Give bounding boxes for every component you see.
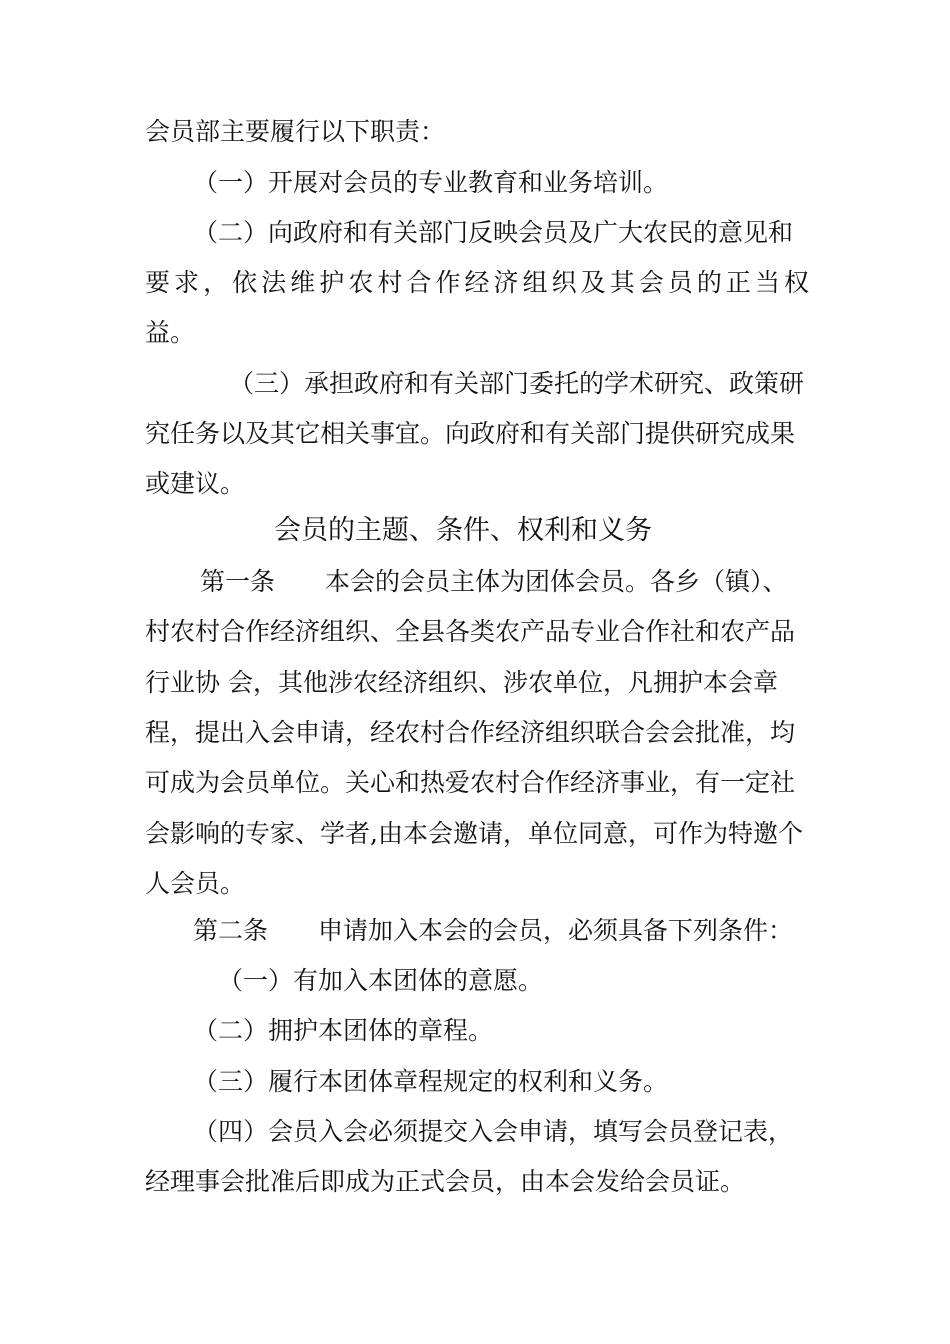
text-line: 会员部主要履行以下职责： (145, 117, 446, 146)
section-heading: 会员的主题、条件、权利和义务 (274, 515, 652, 546)
text-line: 村农村合作经济组织、全县各类农产品专业合作社和农产品 (145, 617, 796, 646)
text-line: （一）有加入本团体的意愿。 (218, 966, 544, 995)
text-line: （二）拥护本团体的章程。 (193, 1016, 494, 1045)
text-line: 经理事会批准后即成为正式会员，由本会发给会员证。 (145, 1167, 746, 1196)
text-line: 人会员。 (145, 869, 246, 898)
text-line: 益。 (145, 318, 196, 347)
text-line: （四）会员入会必须提交入会申请，填写会员登记表， (193, 1117, 794, 1146)
text-line: 究任务以及其它相关事宜。向政府和有关部门提供研究成果 (145, 419, 796, 448)
text-line: 第二条 申请加入本会的会员，必须具备下列条件： (193, 916, 794, 945)
text-line: 或建议。 (145, 469, 246, 498)
text-line: 程，提出入会申请，经农村合作经济组织联合会会批准，均 (145, 718, 796, 747)
text-line: 会影响的专家、学者,由本会邀请，单位同意，可作为特邀个 (145, 819, 803, 848)
text-line: （二）向政府和有关部门反映会员及广大农民的意见和 (193, 218, 794, 247)
text-line: （一）开展对会员的专业教育和业务培训。 (193, 168, 669, 197)
text-line: 第一条 本会的会员主体为团体会员。各乡（镇）、 (200, 567, 788, 596)
text-line: 行业协 会，其他涉农经济组织、涉农单位，凡拥护本会章 (145, 668, 778, 697)
text-line: 要求，依法维护农村合作经济组织及其会员的正当权 (145, 268, 809, 297)
text-line: 可成为会员单位。关心和热爱农村合作经济事业，有一定社 (145, 768, 796, 797)
text-line: （三）履行本团体章程规定的权利和义务。 (193, 1067, 669, 1096)
text-line: （三）承担政府和有关部门委托的学术研究、政策研 (229, 369, 805, 398)
